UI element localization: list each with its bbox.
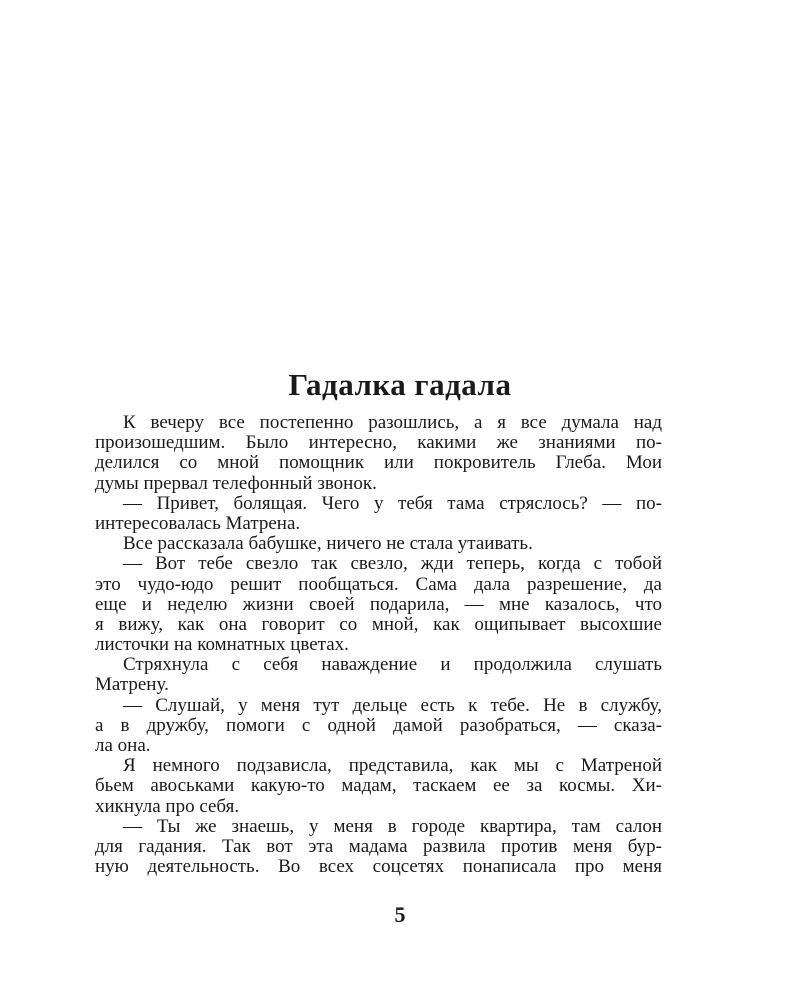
text-line: это чудо-юдо решит пообщаться. Сама дала разрешение, да [95, 574, 662, 595]
text-line: Все рассказала бабушке, ничего не стала утаивать. [123, 534, 533, 555]
text-line: еще и неделю жизни своей подарила, — мне казалось, что [95, 594, 662, 615]
text-line: а в дружбу, помоги с одной дамой разобраться, — сказа- [95, 715, 662, 736]
text-line: — Ты же знаешь, у меня в городе квартира, там салон [123, 816, 662, 837]
text-line: Матрену. [95, 675, 169, 696]
text-line: интересовалась Матрена. [95, 513, 301, 534]
text-line: хикнула про себя. [95, 796, 240, 817]
text-line: — Вот тебе свезло так свезло, жди теперь, когда с тобой [123, 554, 662, 575]
text-line: думы прервал телефонный звонок. [95, 473, 377, 494]
chapter-title: Гадалка гадала [288, 367, 512, 402]
page-number: 5 [394, 902, 406, 927]
text-line: Я немного подзависла, представила, как мы с Матреной [123, 756, 662, 777]
text-line: делился со мной помощник или покровитель Глеба. Мои [95, 453, 662, 474]
text-line: бьем авоськами какую-то мадам, таскаем ее за космы. Хи- [95, 776, 662, 797]
text-line: произошедшим. Было интересно, какими же знаниями по- [95, 433, 662, 454]
text-line: для гадания. Так вот эта мадама развила против меня бур- [95, 836, 662, 857]
text-line: листочки на комнатных цветах. [95, 635, 349, 656]
text-line: ла она. [95, 736, 151, 756]
chapter-body [95, 413, 662, 877]
text-line: К вечеру все постепенно разошлись, а я все думала над [123, 413, 662, 433]
text-line: ную деятельность. Во всех соцсетях понаписала про меня [95, 857, 662, 878]
text-line: — Слушай, у меня тут дельце есть к тебе. Не в службу, [123, 695, 662, 716]
text-line: — Привет, болящая. Чего у тебя тама стряслось? — по- [123, 493, 662, 514]
text-line: Стряхнула с себя наваждение и продолжила слушать [123, 655, 662, 676]
text-line: я вижу, как она говорит со мной, как ощипывает высохшие [95, 614, 662, 635]
